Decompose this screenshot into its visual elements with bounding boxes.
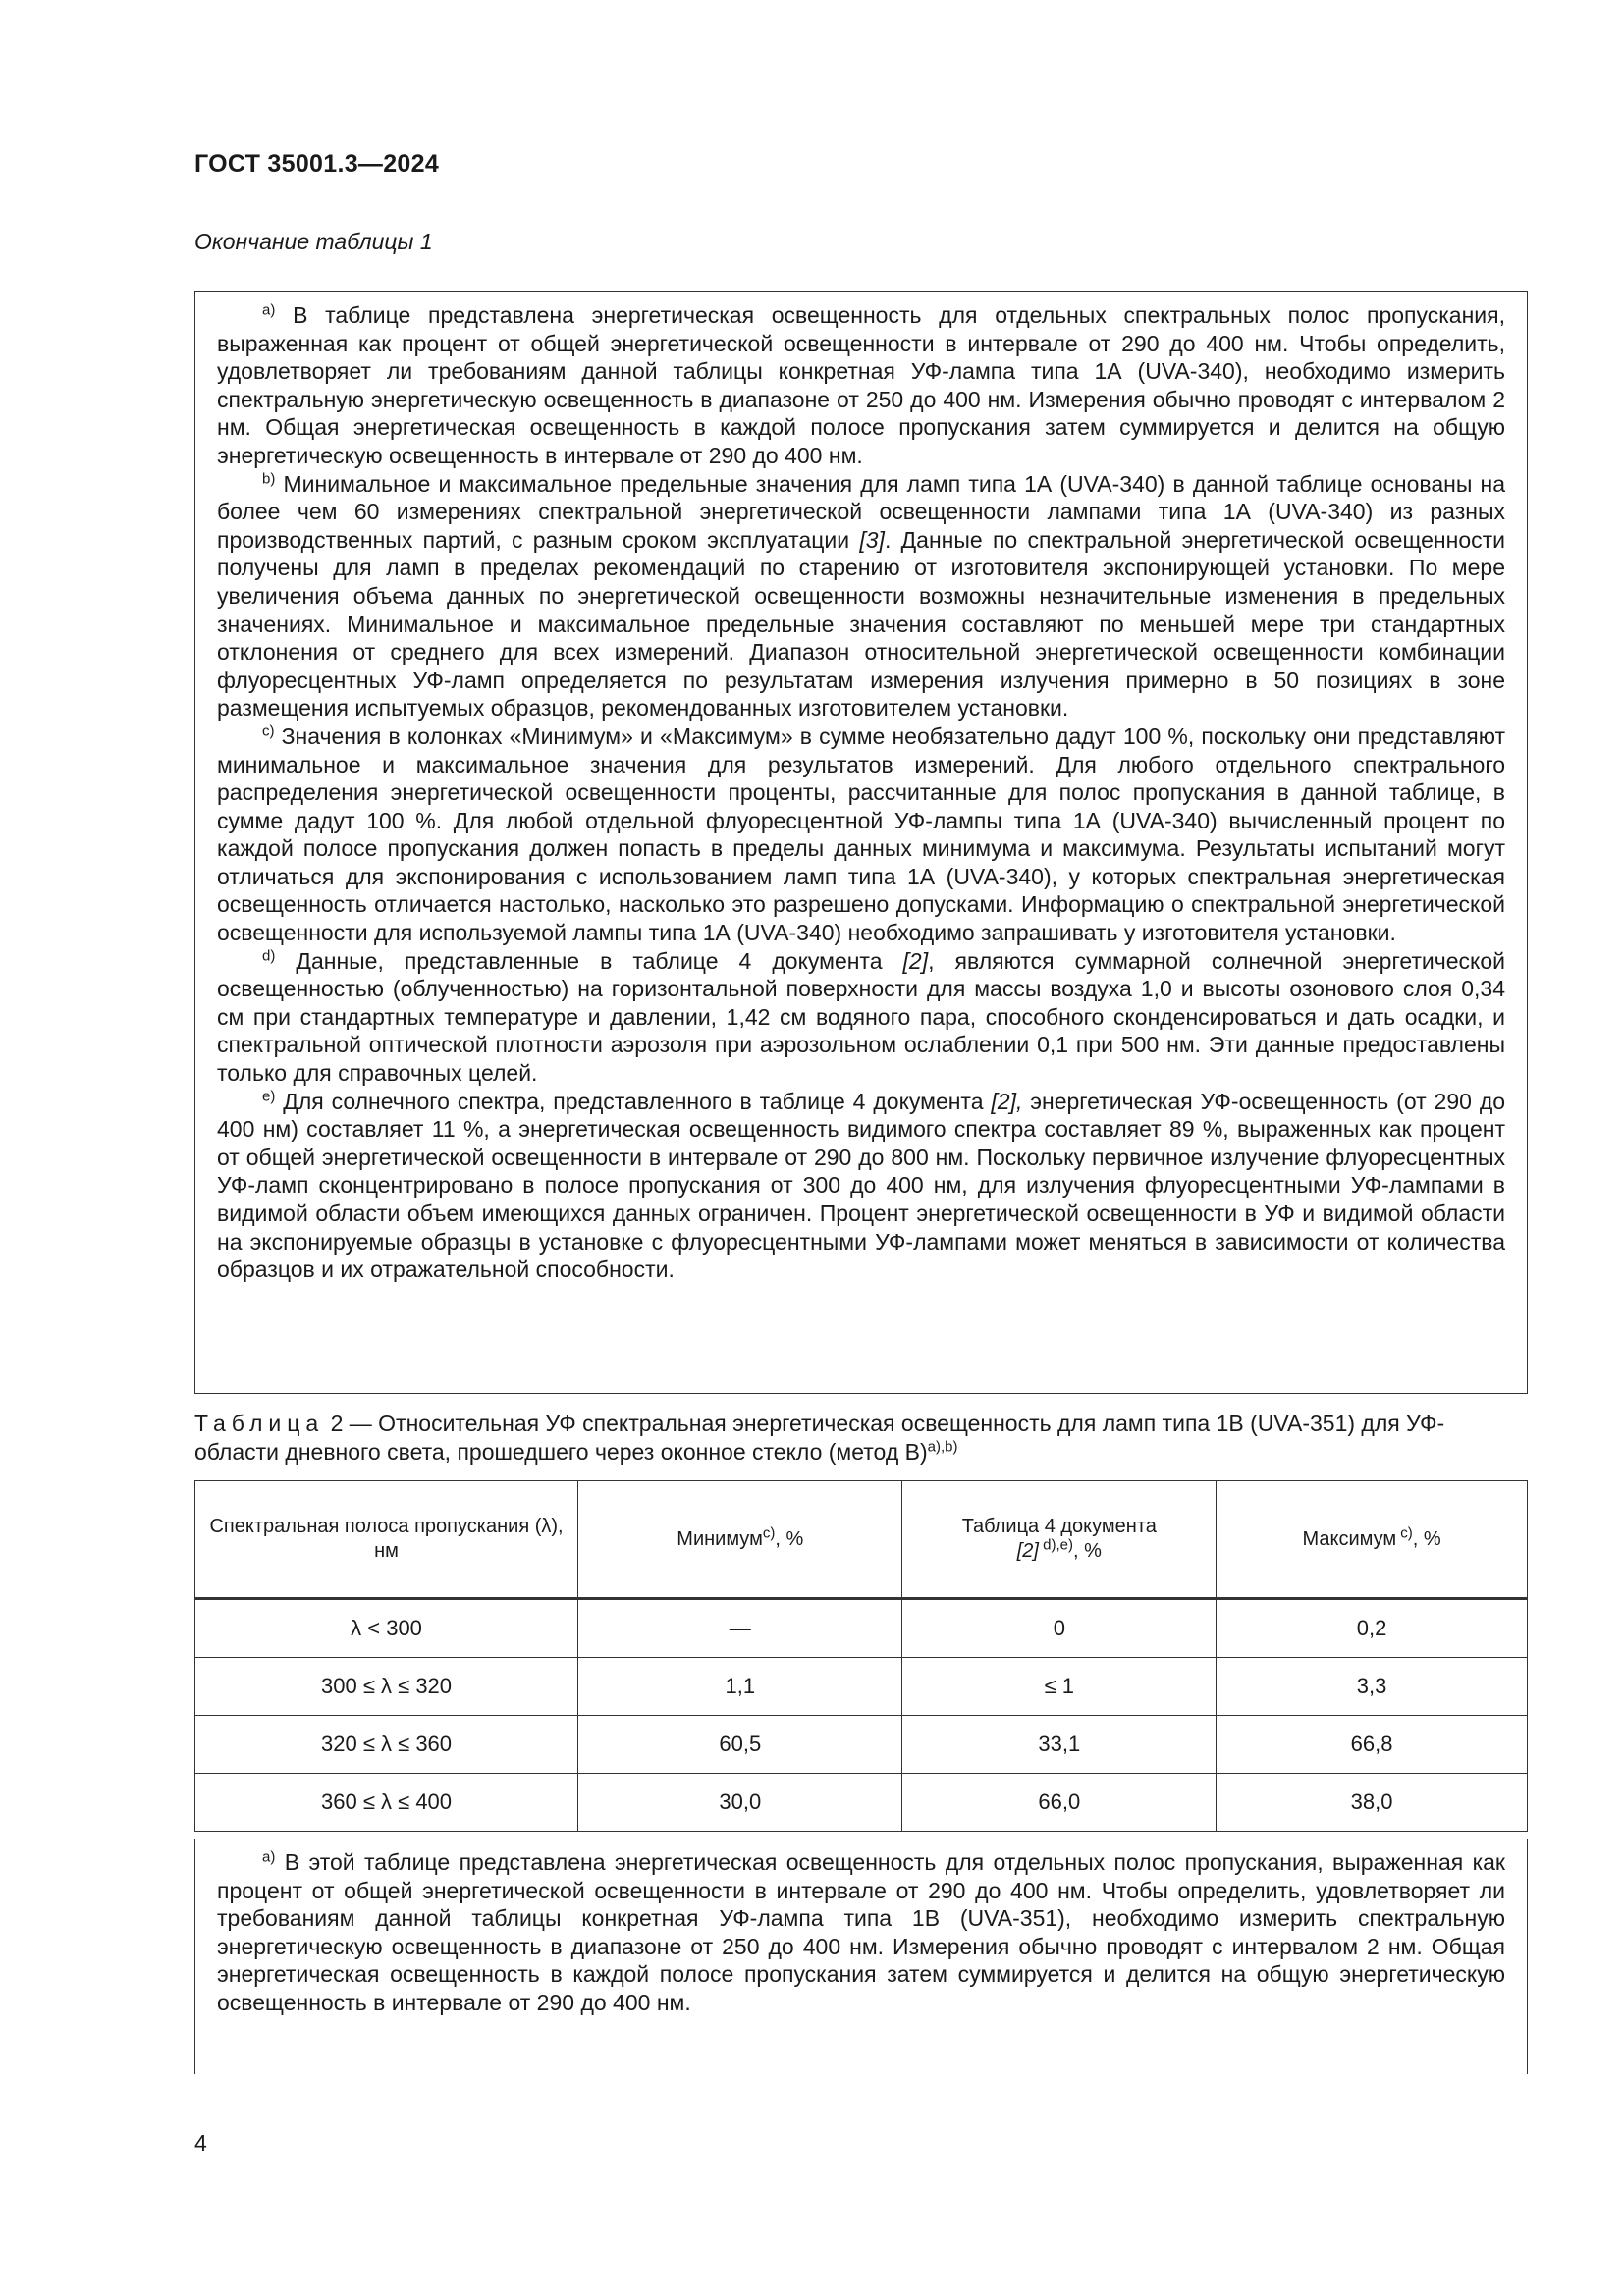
cell-doc: ≤ 1 [902, 1658, 1217, 1716]
cell-max: 3,3 [1217, 1658, 1528, 1716]
footnote-text: , являются суммарной солнечной энергетической освещенностью (облученностью) на горизонтальной поверхности для массы воздуха 1,0 и высоты озонового слоя 0,34 см при стандартных температуре и давлении, 1,42 см водяного пара, способного сконденсироваться и дать осадки, и спектральной оптической плотности аэрозоля при аэрозольном ослаблении 0,1 при 500 нм. Эти данные предоставлены только для справочных целей. [217, 947, 1505, 1087]
cell-doc: 33,1 [902, 1716, 1217, 1774]
footnote-text: . Данные по спектральной энергетической освещенности получены для ламп в пределах рекомендаций по старению от изготовителя экспонирующей установки. По мере увеличения объема данных по энергетической освещенности возможны незначительные изменения в предельных значениях. Минимальное и максимальное предельные значения составляют по меньшей мере три стандартных отклонения от среднего для всех измерений. Диапазон относительной энергетической освещенности комбинации флуоресцентных УФ-ламп определяется по результатам измерения излучения примерно в 50 позициях в зоне размещения испытуемых образцов, рекомендованных изготовителем установки. [217, 526, 1506, 721]
table-title-lead: Таблица [194, 1411, 325, 1436]
header-doc [902, 1481, 1217, 1599]
footnote-d [217, 947, 1505, 1088]
header-max-label: Максимум [1302, 1527, 1397, 1550]
footnote-text: энергетическая УФ-освещенность (от 290 до 400 нм) составляет 11 %, а энергетическая освещенность видимого спектра составляет 89 %, выраженных как процент от общей энергетической освещенности в интервале от 290 до 800 нм. Поскольку первичное излучение флуоресцентных УФ-ламп сконцентрировано в полосе пропускания от 300 до 400 нм, для излучения флуоресцентными УФ-лампами в видимой области объем имеющихся данных ограничен. Процент энергетической освещенности в УФ и видимой области на экспонируемые образцы в установке с флуоресцентными УФ-лампами может меняться в зависимости от количества образцов и их отражательной способности. [217, 1088, 1506, 1283]
header-max-unit: , % [1412, 1527, 1441, 1550]
table-row [195, 1658, 1528, 1716]
table-header-row [195, 1481, 1528, 1599]
cell-max: 66,8 [1217, 1716, 1528, 1774]
cell-band: 360 ≤ λ ≤ 400 [195, 1774, 578, 1832]
table1-footnotes [194, 291, 1528, 1394]
footnote-e [217, 1088, 1505, 1284]
header-min-unit: , % [775, 1527, 804, 1550]
page-number: 4 [194, 2130, 207, 2156]
footnote-a [217, 1848, 1505, 2017]
header-doc-label: Таблица 4 документа [961, 1516, 1157, 1537]
reference-link: [2], [991, 1088, 1023, 1114]
table2-title [194, 1410, 1528, 1467]
table-continuation-label: Окончание таблицы 1 [194, 229, 433, 254]
cell-min: — [578, 1599, 902, 1658]
footnote-mark: e) [262, 1087, 276, 1104]
header-band-label: Спектральная полоса пропускания (λ), нм [209, 1516, 564, 1562]
cell-band: λ < 300 [195, 1599, 578, 1658]
header-max [1217, 1481, 1528, 1599]
footnote-text: Для солнечного спектра, представленного в таблице 4 документа [283, 1088, 984, 1114]
header-doc-unit: , % [1073, 1540, 1102, 1562]
footnote-mark: а) [262, 1848, 276, 1866]
cell-band: 300 ≤ λ ≤ 320 [195, 1658, 578, 1716]
table-row [195, 1774, 1528, 1832]
header-min-sup: c) [762, 1523, 776, 1541]
cell-max: 0,2 [1217, 1599, 1528, 1658]
header-doc-ref: [2] [1016, 1540, 1039, 1562]
table-row [195, 1599, 1528, 1658]
footnote-text: В этой таблице представлена энергетическая освещенность для отдельных полос пропускания, выраженная как процент от общей энергетической освещенности в интервале от 290 до 400 нм. Чтобы определить, удовлетворяет ли требованиям данной таблицы конкретная УФ-лампа типа 1В (UVA-351), необходимо измерить спектральную энергетическую освещенность в диапазоне от 250 до 400 нм. Измерения обычно проводят с интервалом 2 нм. Общая энергетическая освещенность в каждой полосе пропускания затем суммируется и делится на общую энергетическую освещенность в интервале от 290 до 400 нм. [217, 1849, 1505, 2015]
header-band [195, 1481, 578, 1599]
table2-footnotes [194, 1839, 1528, 2074]
footnote-mark: d) [262, 947, 276, 964]
cell-band: 320 ≤ λ ≤ 360 [195, 1716, 578, 1774]
footnote-text: Минимальное и максимальное предельные значения для ламп типа 1А (UVA-340) в данной таблице основаны на более чем 60 измерениях спектральной энергетической освещенности лампами типа 1А (UVA-340) из разных производственных партий, с разным сроком эксплуатации [217, 470, 1505, 553]
table2 [194, 1480, 1528, 1832]
footnote-text: В таблице представлена энергетическая освещенность для отдельных спектральных полос пропускания, выраженная как процент от общей энергетической освещенности в интервале от 290 до 400 нм. Чтобы определить, удовлетворяет ли требованиям данной таблицы конкретная УФ-лампа типа 1А (UVA-340), необходимо измерить спектральную энергетическую освещенность в диапазоне от 250 до 400 нм. Измерения обычно проводят с интервалом 2 нм. Общая энергетическая освещенность в каждой полосе пропускания затем суммируется и делится на общую энергетическую освещенность в интервале от 290 до 400 нм. [217, 302, 1505, 468]
table-row [195, 1716, 1528, 1774]
header-min [578, 1481, 902, 1599]
footnote-c [217, 722, 1505, 947]
table-title-text: 2 — Относительная УФ спектральная энергетическая освещенность для ламп типа 1В (UVA-351) для УФ-области дневного света, прошедшего через оконное стекло (метод В) [194, 1411, 1445, 1465]
reference-link: [3] [859, 526, 885, 553]
cell-min: 1,1 [578, 1658, 902, 1716]
document-header: ГОСТ 35001.3—2024 [194, 150, 440, 178]
footnote-mark: b) [262, 469, 276, 487]
footnote-mark: a) [262, 301, 276, 319]
footnote-mark: c) [262, 722, 275, 740]
footnote-b [217, 470, 1505, 722]
footnote-text: Значения в колонках «Минимум» и «Максимум» в сумме необязательно дадут 100 %, поскольку они представляют минимальное и максимальное значения для результатов измерений. Для любого отдельного спектрального распределения энергетической освещенности проценты, рассчитанные для полос пропускания в данной таблице, в сумме дадут 100 %. Для любой отдельной флуоресцентной УФ-лампы типа 1А (UVA-340) вычисленный процент по каждой полосе пропускания должен попасть в пределы данных минимума и максимума. Результаты испытаний могут отличаться для экспонирования с использованием ламп типа 1А (UVA-340), у которых спектральная энергетическая освещенность отличается настолько, насколько это разрешено допусками. Информацию о спектральной энергетической освещенности для используемой лампы типа 1А (UVA-340) необходимо запрашивать у изготовителя установки. [217, 722, 1506, 946]
footnote-a [217, 301, 1505, 470]
cell-doc: 66,0 [902, 1774, 1217, 1832]
cell-min: 60,5 [578, 1716, 902, 1774]
footnote-text: Данные, представленные в таблице 4 документа [296, 947, 883, 974]
cell-max: 38,0 [1217, 1774, 1528, 1832]
header-max-sup: c) [1396, 1523, 1413, 1541]
cell-min: 30,0 [578, 1774, 902, 1832]
cell-doc: 0 [902, 1599, 1217, 1658]
table-title-sup: а),b) [927, 1438, 958, 1456]
header-doc-sup: d),e) [1038, 1536, 1073, 1554]
reference-link: [2] [902, 947, 929, 974]
header-min-label: Минимум [677, 1527, 763, 1550]
